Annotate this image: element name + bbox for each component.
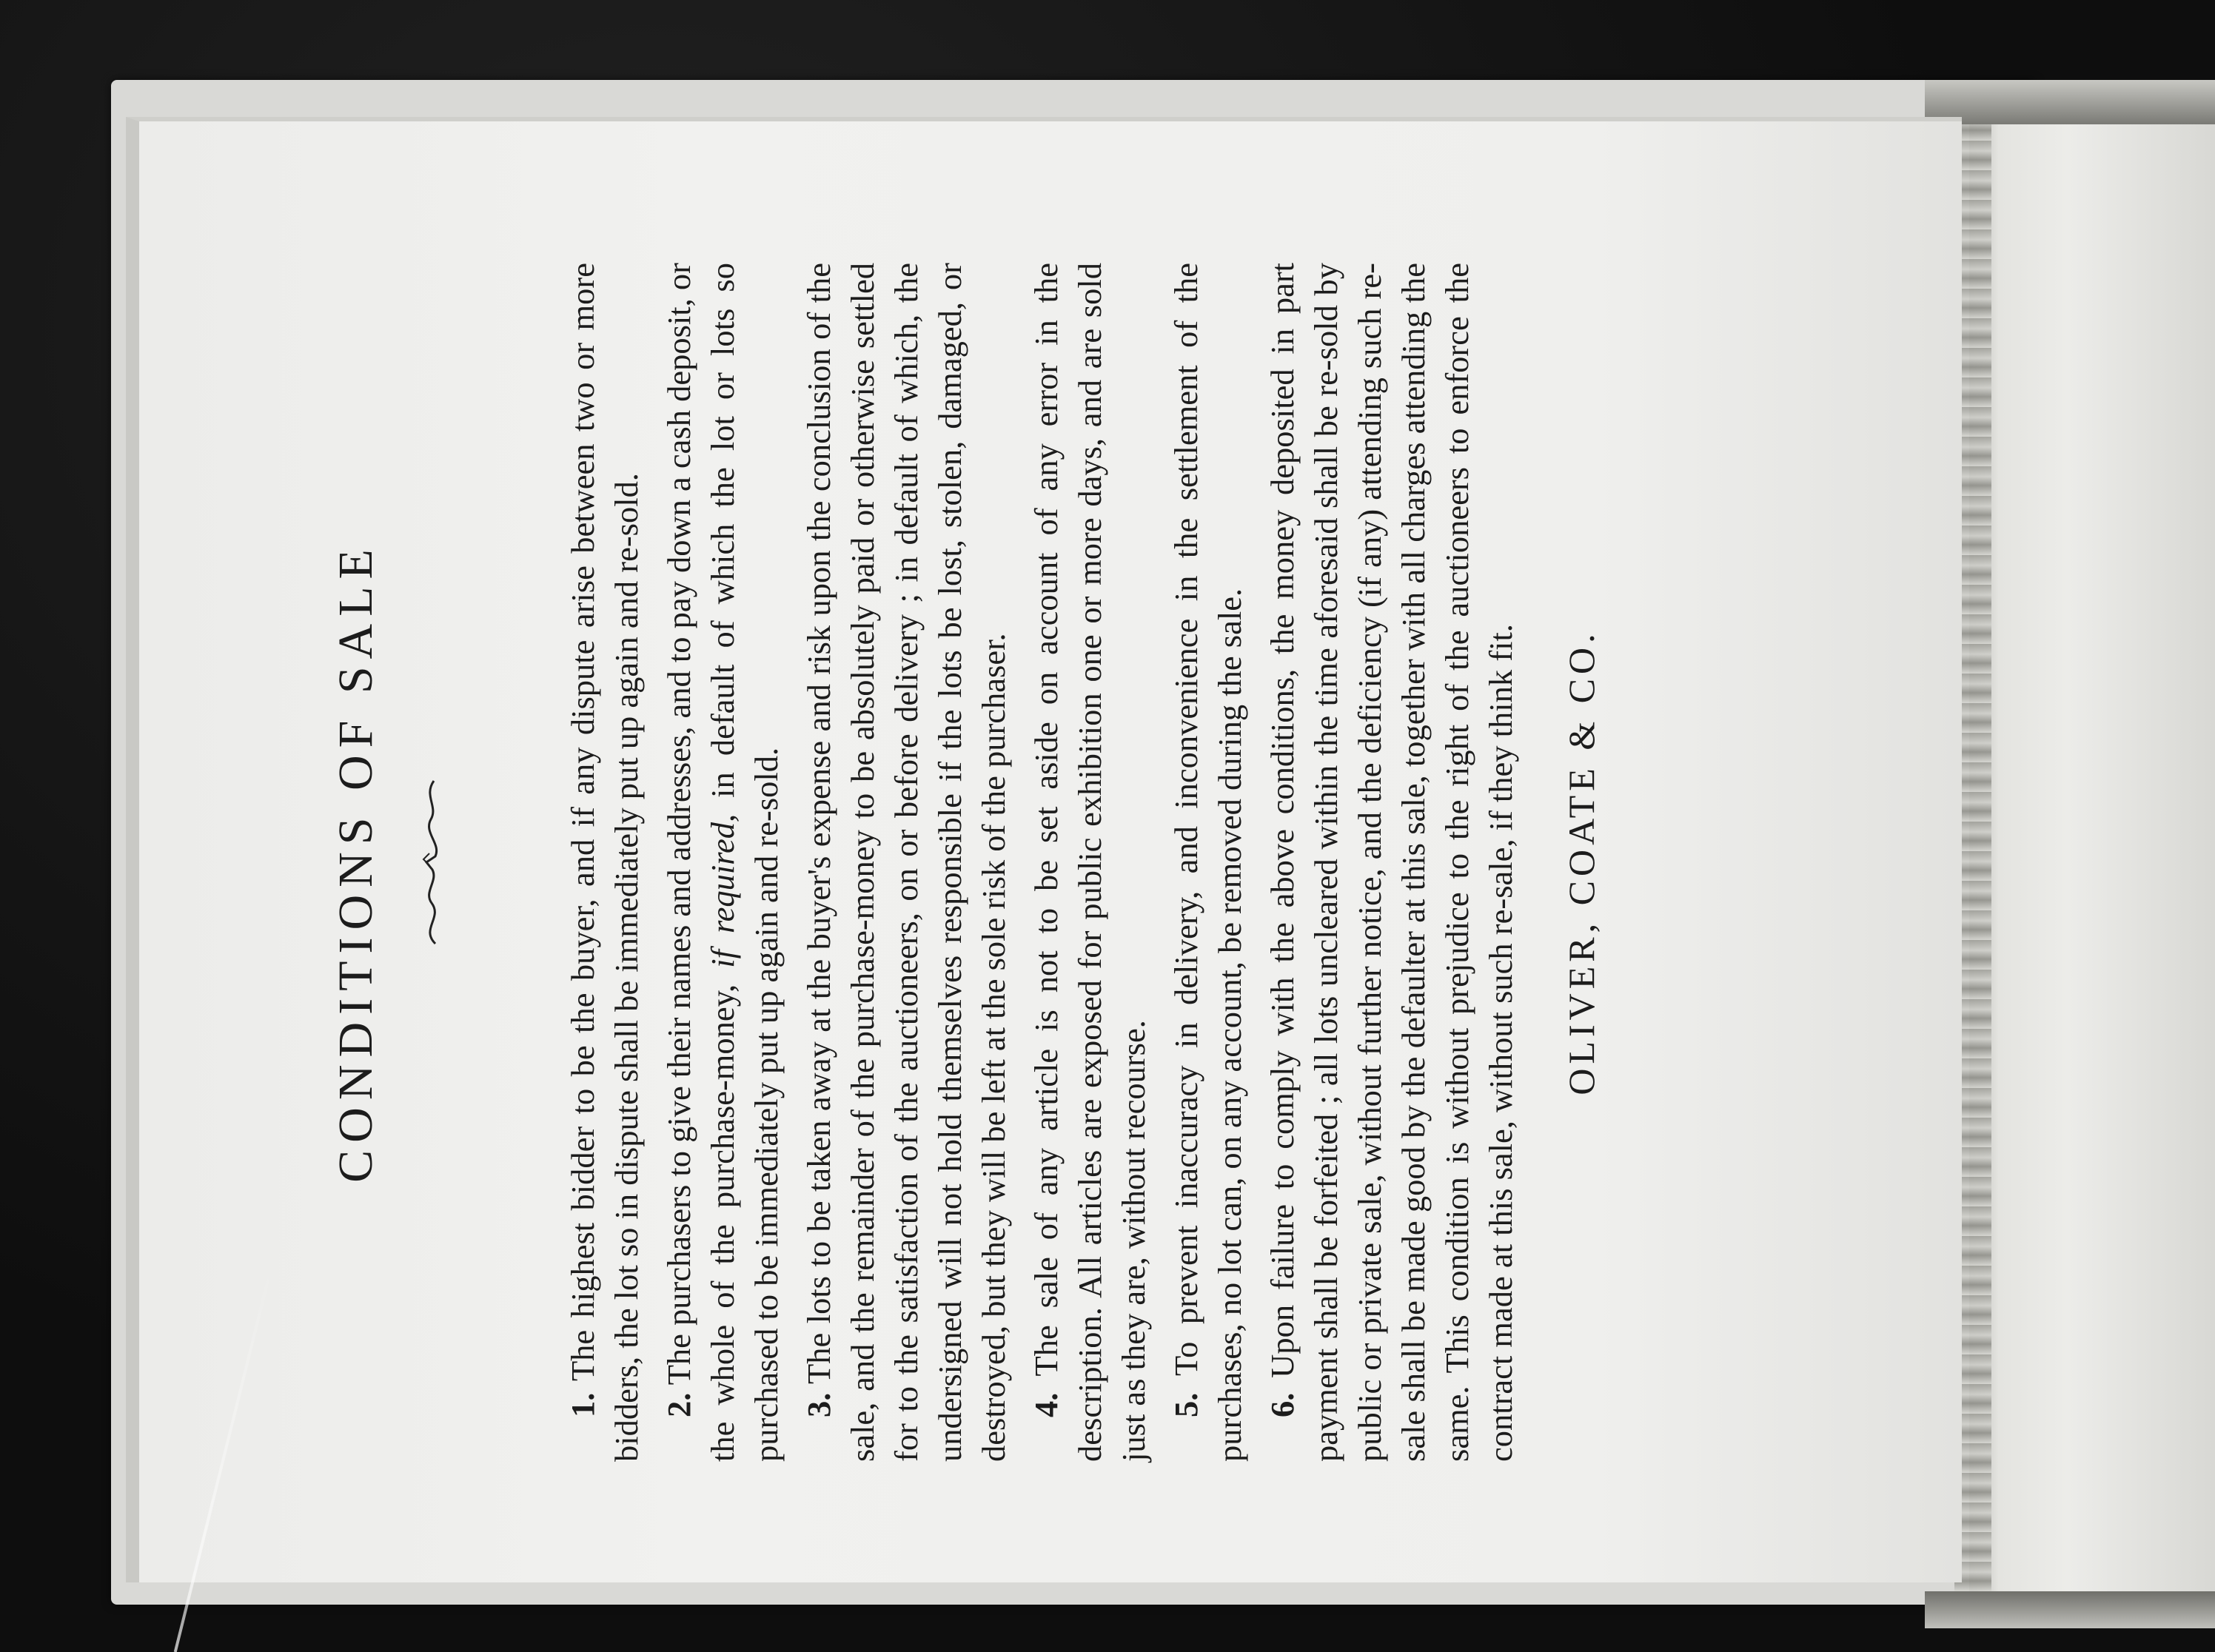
clause-number: 4. xyxy=(1027,1392,1065,1417)
clause-text: To prevent inaccuracy in delivery, and inconvenience in the settlement of the purchases, no lot can, on any account, be removed during the sale. xyxy=(1167,263,1248,1462)
clause-text: The sale of any article is not to be set aside on account of any error in the description. All articles are exposed for public exhibition one or more days, and are sold just as they are, without recourse. xyxy=(1027,263,1152,1462)
clause-text: The highest bidder to be the buyer, and if any dispute arise between two or more bidders, the lot so in dispute shall be immediately put up again and re-sold. xyxy=(563,262,645,1462)
book-top-edge xyxy=(1925,80,2215,124)
conditions-of-sale-text xyxy=(329,233,1736,1491)
clause-number: 5. xyxy=(1167,1392,1204,1417)
clause-number: 3. xyxy=(800,1392,837,1417)
clause-text: The purchasers to give their names and addresses, and to pay down a cash deposit, or the whole of the purchase-money, xyxy=(660,263,741,1462)
clause-3 xyxy=(797,263,1016,1462)
clause-6 xyxy=(1261,263,1523,1462)
document-title: CONDITIONS OF SALE xyxy=(329,542,383,1183)
book-bottom-edge xyxy=(1925,1591,2215,1628)
clause-2 xyxy=(657,263,788,1462)
ornament-flourish-icon xyxy=(413,773,450,951)
clause-number: 2. xyxy=(660,1392,697,1417)
clause-number: 6. xyxy=(1263,1392,1301,1417)
clause-5 xyxy=(1165,263,1252,1462)
clause-text: Upon failure to comply with the above conditions, the money deposited in part payment shall be forfeited ; all lots uncleared within the time aforesaid shall be re-sold by public or private sale, without further notice, and the deficiency (if any) attending such re-sale shall be made good by the defaulter at this sale, together with all charges attending the same. This condition is without prejudice to the right of the auctioneers to enforce the contract made at this sale, without such re-sale, if they think fit. xyxy=(1263,262,1519,1462)
clause-italic-text: if required, xyxy=(703,813,741,968)
clause-number: 1. xyxy=(563,1392,601,1417)
clause-4 xyxy=(1025,263,1156,1462)
auctioneer-signature: OLIVER, COATE & CO. xyxy=(1560,629,1602,1095)
facing-page xyxy=(1969,111,2215,1628)
clause-1 xyxy=(561,263,649,1462)
clause-text: The lots to be taken away at the buyer's expense and risk upon the conclusion of the sale, and the remainder of the purchase-money to be absolutely paid or otherwise settled for to the satisfaction of the auctioneers, on or before delivery ; in default of which, the undersigned will not hold themselves responsible if the lots be lost, stolen, damaged, or destroyed, but they will be left at the sole risk of the purchaser. xyxy=(800,263,1012,1462)
clause-text-continued: in default of which the lot or lots so purchased to be immediately put up again and re-sold. xyxy=(703,263,785,1462)
